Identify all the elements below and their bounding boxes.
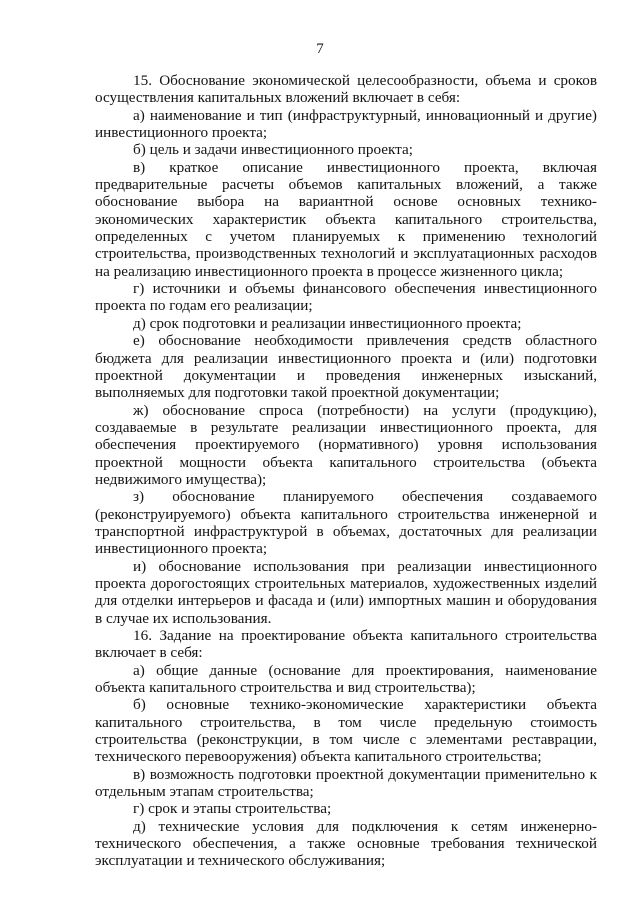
paragraph-16-a: а) общие данные (основание для проектирования, наименование объекта капитального строительства и вид строительства); xyxy=(95,661,597,697)
paragraph-16-v: в) возможность подготовки проектной документации применительно к отдельным этапам строительства; xyxy=(95,765,597,801)
paragraph-15-b: б) цель и задачи инвестиционного проекта; xyxy=(133,141,413,159)
paragraph-15-e: е) обоснование необходимости привлечения средств областного бюджета для реализации инвестиционного проекта и (или) подготовки проектной документации и проведения инженерных изысканий, выполняемых для подготовки такой проектной документации; xyxy=(95,332,597,402)
paragraph-16-b: б) основные технико-экономические характеристики объекта капитального строительства, в том числе предельную стоимость строительства (реконструкции, в том числе с элементами реставрации, технического перевооружения) объекта капитального строительства; xyxy=(95,696,597,766)
paragraph-15-zh: ж) обоснование спроса (потребности) на услуги (продукцию), создаваемые в результате реализации инвестиционного проекта, для обеспечения проектируемого (нормативного) уровня использования проектной мощности объекта капитального строительства (объекта недвижимого имущества); xyxy=(95,401,597,488)
paragraph-15-intro: 15. Обоснование экономической целесообразности, объема и сроков осуществления капитальных вложений включает в себя: xyxy=(95,72,597,107)
paragraph-15-a: а) наименование и тип (инфраструктурный, инновационный и другие) инвестиционного проекта; xyxy=(95,106,597,142)
paragraph-15-z: з) обоснование планируемого обеспечения создаваемого (реконструируемого) объекта капитального строительства инженерной и транспортной инфраструктурой в объемах, достаточных для реализации инвестиционного проекта; xyxy=(95,488,597,558)
page-number: 7 xyxy=(316,41,324,57)
document-body xyxy=(95,72,597,870)
paragraph-16-g: г) срок и этапы строительства; xyxy=(133,800,332,818)
paragraph-16-intro: 16. Задание на проектирование объекта капитального строительства включает в себя: xyxy=(95,627,597,662)
paragraph-15-i: и) обоснование использования при реализации инвестиционного проекта дорогостоящих строительных материалов, художественных изделий для отделки интерьеров и фасада и (или) импортных машин и оборудования в случае их использования. xyxy=(95,557,597,627)
paragraph-16-d: д) технические условия для подключения к сетям инженерно-технического обеспечения, а также основные требования технической эксплуатации и технического обслуживания; xyxy=(95,817,597,870)
paragraph-15-d: д) срок подготовки и реализации инвестиционного проекта; xyxy=(133,314,522,332)
paragraph-15-g: г) источники и объемы финансового обеспечения инвестиционного проекта по годам его реализации; xyxy=(95,280,597,315)
paragraph-15-v: в) краткое описание инвестиционного проекта, включая предварительные расчеты объемов капитальных вложений, а также обоснование выбора на вариантной основе основных технико-экономических характеристик объекта капитального строительства, определенных с учетом планируемых к применению технологий строительства, производственных технологий и эксплуатационных расходов на реализацию инвестиционного проекта в процессе жизненного цикла; xyxy=(95,158,597,280)
